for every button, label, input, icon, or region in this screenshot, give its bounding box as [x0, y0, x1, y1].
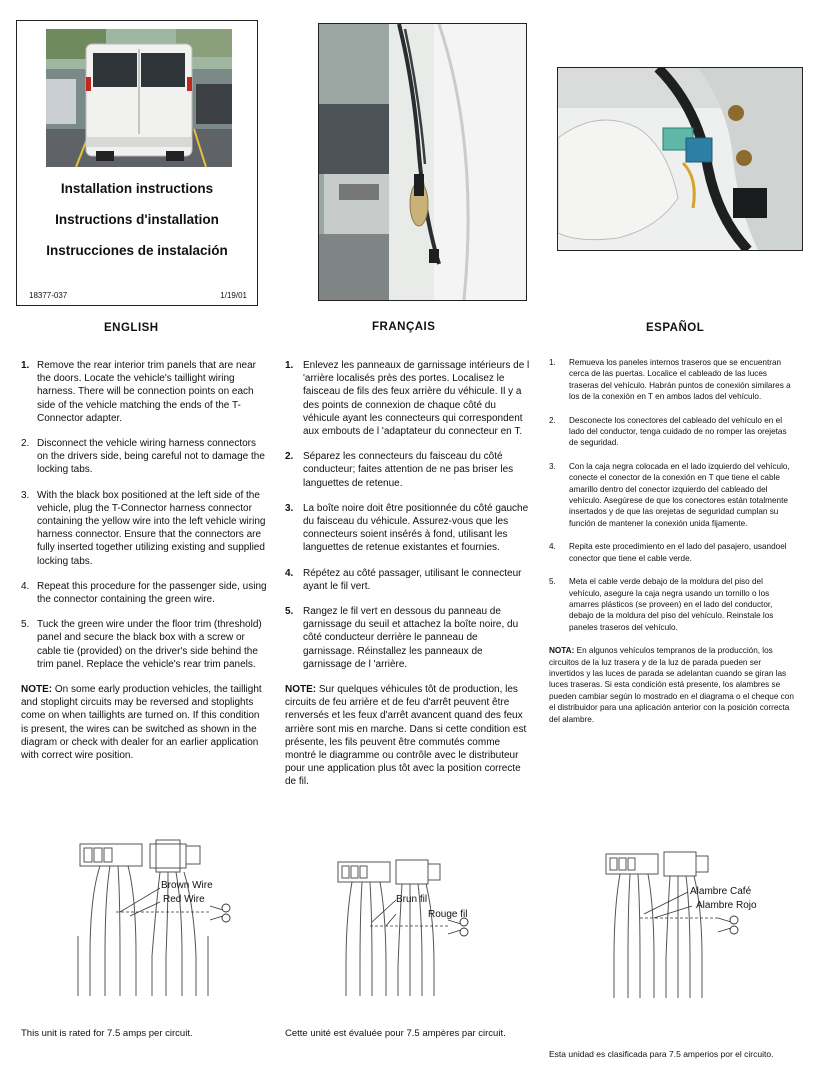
van-photo	[46, 29, 232, 167]
french-wiring-diagram	[330, 856, 490, 996]
english-heading: ENGLISH	[104, 322, 159, 334]
english-step-4: 4. Repeat this procedure for the passenger side, using the connector containing the green wire.	[21, 580, 267, 606]
french-note	[285, 683, 531, 789]
french-step-1: 1. Enlevez les panneaux de garnissage intérieurs de l 'arrière localisés près des portes. Localisez le faisceau de fils des feux arrière du véhicule. Il y a des points de connexion de chaque côté du véhicule ayant les connecteurs qui correspondent aux embouts de l 'adaptateur du connecteur en T.	[285, 360, 530, 438]
spanish-footer: Esta unidad es clasificada para 7.5 amperios por el circuito.	[549, 1049, 774, 1059]
french-note-label: NOTE:	[285, 684, 317, 696]
spanish-step-1: 1. Remueva los paneles internos traseros que se encuentran cerca de las puertas. Localice el cableado de las luces traseras del vehículo. Habrán puntos de conexión similares a los de la conexión en T en ambos lados del vehículo.	[549, 358, 791, 402]
spanish-heading: ESPAÑOL	[646, 322, 705, 334]
title-box	[16, 20, 258, 306]
french-brown-wire-label: Brun fil	[396, 894, 428, 905]
spanish-red-wire-label: Alambre Rojo	[696, 900, 757, 911]
english-step-2: 2. Disconnect the vehicle wiring harness connectors on the drivers side, being careful not to damage the locking tabs.	[21, 438, 265, 476]
french-step-5: 5. Rangez le fil vert en dessous du panneau de garnissage du seuil et attachez la boîte noire, du côté conducteur derrière le panneau de garnissage. Réinstallez les panneaux de garnissage de l 'arrière.	[285, 606, 519, 670]
french-step-4: 4. Répétez au côté passager, utilisant le connecteur ayant le fil vert.	[285, 567, 522, 592]
spanish-note-label: NOTA:	[549, 646, 575, 656]
english-instructions	[21, 359, 267, 774]
spanish-note-text: En algunos vehículos tempranos de la producción, los circuitos de la luz trasera y de la luz de parada pueden ser invertidos y las luces de parada se adelantan cuando se giran las luces traseras. Si esta condición está presente, los alambres se pueden cambiar según lo mostrado en el diagrama o el cheque con el distribuidor para una aplicación anterior con la posición correcta del alambre.	[549, 646, 794, 724]
french-red-wire-label: Rouge fil	[428, 909, 468, 920]
spanish-note	[549, 645, 797, 725]
english-step-3: 3. With the black box positioned at the left side of the vehicle, plug the T-Connector harness connector containing the yellow wire into the left vehicle wiring harness connector. Ensure that the connectors are fully inserted together utilizing existing and supplied locking tabs.	[21, 489, 266, 567]
spanish-step-4: 4. Repita este procedimiento en el lado del pasajero, usandoel conector que tiene el cable verde.	[549, 542, 787, 563]
english-note-label: NOTE:	[21, 684, 53, 696]
connector-hand-photo	[557, 67, 803, 251]
english-note-text: On some early production vehicles, the taillight and stoplight circuits may be reversed and stoplights come on when taillights are turned on. If this condition is present, the wires can be switched as shown in the diagram or check with dealer for an earlier application with correct wire position.	[21, 684, 262, 762]
harness-door-photo	[318, 23, 527, 301]
title-french: Instructions d'installation	[55, 212, 219, 227]
document-date: 1/19/01	[220, 291, 247, 300]
french-footer: Cette unité est évaluée pour 7.5 ampères par circuit.	[285, 1028, 506, 1039]
spanish-step-2: 2. Desconecte los conectores del cableado del vehículo en el lado del conductor, tenga cuidado de no romper las orejetas de seguridad.	[549, 415, 787, 448]
english-step-1: 1. Remove the rear interior trim panels that are near the doors. Locate the vehicle's taillight wiring harness. There will be connection points on each side of the vehicle matching the ends of the T-Connector adapter.	[21, 360, 256, 424]
spanish-step-3: 3. Con la caja negra colocada en el lado izquierdo del vehículo, conecte el conector de la conexión en T que tiene el cable amarillo dentro del conector izquierdo del cableado del vehículo. Asegúrese de que los conectores están totalmente insertados y de que las orejetas de seguridad cumplan su función de mantener la conexión unida fijamente.	[549, 461, 790, 528]
english-footer: This unit is rated for 7.5 amps per circuit.	[21, 1028, 193, 1039]
french-step-2: 2. Séparez les connecteurs du faisceau du côté conducteur; faites attention de ne pas briser les languettes de retenue.	[285, 451, 514, 489]
english-brown-wire-label: Brown Wire	[161, 880, 213, 891]
english-red-wire-label: Red Wire	[163, 894, 205, 905]
spanish-instructions	[549, 357, 797, 737]
spanish-wiring-diagram	[600, 848, 780, 998]
english-note	[21, 683, 267, 762]
french-note-text: Sur quelques véhicules tôt de production, les circuits de feu arrière et de feu d'arrêt peuvent être renversés et les feux d'arrêt avancent quand des feux arrière sont mis en marche. Dans si cette condition est présente, les fils peuvent être commutés comme montré le diagramme ou contrôle avec le distributeur pour une application plus tôt avec la position correcte de fil.	[285, 684, 527, 788]
french-instructions	[285, 359, 531, 801]
french-heading: FRANÇAIS	[372, 321, 436, 333]
english-step-5: 5. Tuck the green wire under the floor trim (threshold) panel and secure the black box with a screw or cable tie (provided) on the driver's side behind the trim panel. Replace the vehicle's rear trim panels.	[21, 619, 262, 670]
title-spanish: Instrucciones de instalación	[46, 243, 228, 258]
english-wiring-diagram	[60, 836, 250, 996]
spanish-brown-wire-label: Alambre Café	[690, 886, 752, 897]
spanish-step-5: 5. Meta el cable verde debajo de la moldura del piso del vehículo, asegure la caja negra usando un tornillo o los amarres plásticos (se proveen) en el lado del conductor, debajo de la moldura del piso del vehículo. Reinstale los paneles traseros del vehículo.	[549, 577, 774, 632]
part-number: 18377-037	[29, 291, 68, 300]
title-english: Installation instructions	[60, 181, 214, 196]
french-step-3: 3. La boîte noire doit être positionnée du côté gauche du faisceau du véhicule. Assurez-vous que les connecteurs soient insérés à fond, utilisant les languettes de retenue existantes et fournies.	[285, 502, 529, 554]
